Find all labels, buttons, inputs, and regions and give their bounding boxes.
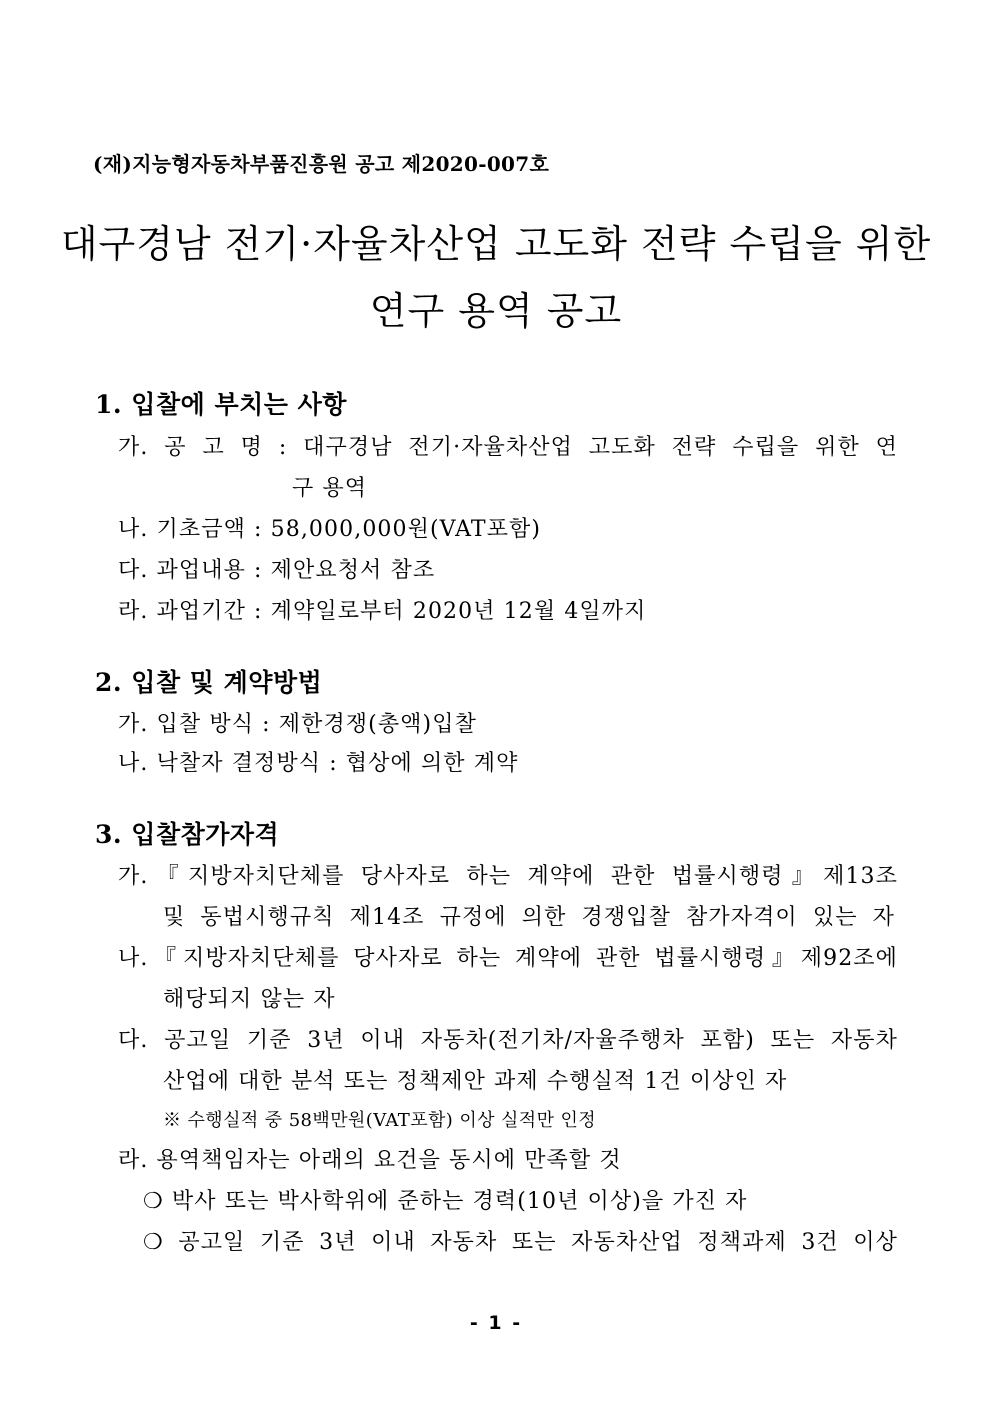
section-3-item-b-line1: 나.『지방자치단체를 당사자로 하는 계약에 관한 법률시행령』제92조에 — [118, 946, 898, 971]
section-1-item-b: 나. 기초금액 : 58,000,000원(VAT포함) — [118, 517, 542, 542]
section-3-item-d: 라. 용역책임자는 아래의 요건을 동시에 만족할 것 — [118, 1148, 622, 1173]
section-1-item-a-line2: 구 용역 — [292, 476, 368, 501]
notice-number: (재)지능형자동차부품진흥원 공고 제2020-007호 — [93, 152, 550, 176]
section-3-item-c-line2: 산업에 대한 분석 또는 정책제안 과제 수행실적 1건 이상인 자 — [163, 1069, 788, 1094]
document-title-line2: 연구 용역 공고 — [369, 289, 623, 333]
section-3-item-d-bullet2: ❍ 공고일 기준 3년 이내 자동차 또는 자동차산업 정책과제 3건 이상 — [143, 1230, 898, 1255]
section-3-item-a-line1: 가.『지방자치단체를 당사자로 하는 계약에 관한 법률시행령』제13조 — [118, 864, 898, 889]
section-1-item-a-line1: 가. 공 고 명 : 대구경남 전기·자율차산업 고도화 전략 수립을 위한 연 — [118, 435, 898, 460]
section-2-heading: 2. 입찰 및 계약방법 — [95, 668, 323, 697]
section-3-item-c-line1: 다. 공고일 기준 3년 이내 자동차(전기차/자율주행차 포함) 또는 자동차 — [118, 1028, 898, 1053]
section-3-heading: 3. 입찰참가자격 — [95, 820, 280, 849]
section-3-item-d-bullet1: ❍ 박사 또는 박사학위에 준하는 경력(10년 이상)을 가진 자 — [143, 1189, 748, 1214]
document-title-line1: 대구경남 전기·자율차산업 고도화 전략 수립을 위한 — [60, 222, 932, 266]
page-number: - 1 - — [469, 1312, 523, 1334]
section-3-item-c-note: ※ 수행실적 중 58백만원(VAT포함) 이상 실적만 인정 — [163, 1110, 597, 1131]
section-1-item-d: 라. 과업기간 : 계약일로부터 2020년 12월 4일까지 — [118, 599, 647, 624]
section-2-item-a: 가. 입찰 방식 : 제한경쟁(총액)입찰 — [118, 712, 477, 737]
section-3-item-b-line2: 해당되지 않는 자 — [163, 987, 336, 1012]
section-2-item-b: 나. 낙찰자 결정방식 : 협상에 의한 계약 — [118, 751, 519, 776]
section-1-item-c: 다. 과업내용 : 제안요청서 참조 — [118, 558, 436, 583]
section-1-heading: 1. 입찰에 부치는 사항 — [95, 390, 347, 419]
section-3-item-a-line2: 및 동법시행규칙 제14조 규정에 의한 경쟁입찰 참가자격이 있는 자 — [163, 905, 895, 930]
